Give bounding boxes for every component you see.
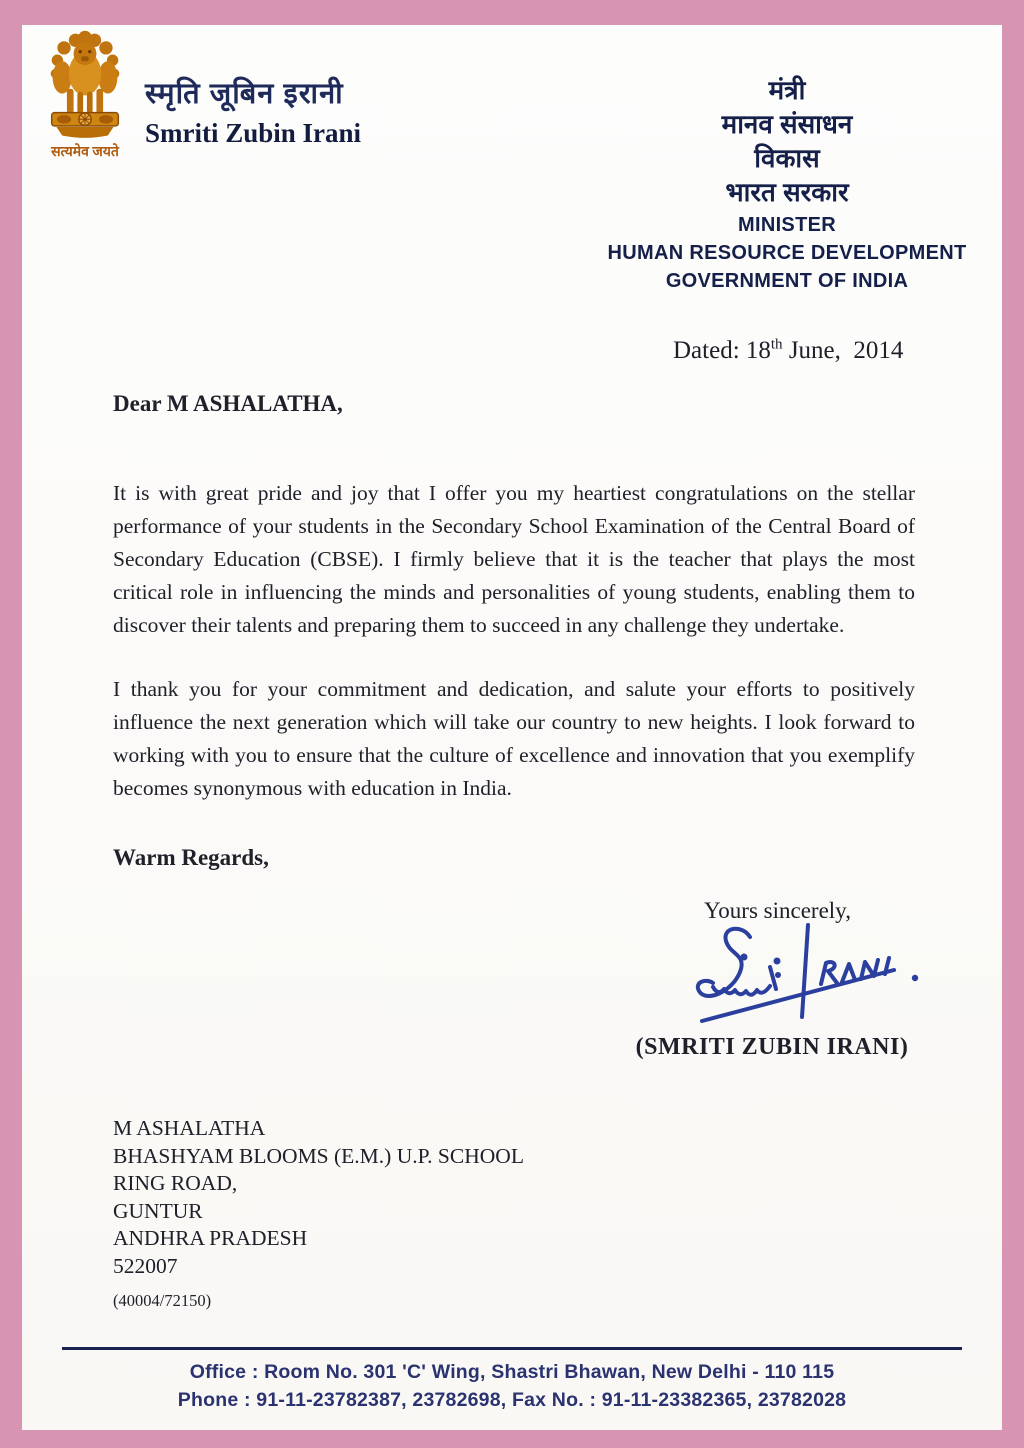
footer-divider-rule [62, 1347, 962, 1350]
office-title-hindi: मंत्री [768, 75, 806, 105]
letter-page [22, 25, 1002, 1430]
closing-line: Warm Regards, [113, 845, 269, 870]
date-ordinal: th [770, 336, 783, 353]
footer-contact-block [22, 1358, 1002, 1414]
footer-phone-fax: Phone : 91-11-23782387, 23782698, Fax No. : 91-11-23382365, 23782028 [177, 1389, 847, 1411]
recipient-state: ANDHRA PRADESH [113, 1226, 308, 1250]
emblem-motto: सत्यमेव जयते [51, 145, 119, 160]
recipient-street: RING ROAD, [113, 1171, 238, 1195]
ashoka-emblem-icon [45, 30, 125, 140]
recipient-city: GUNTUR [113, 1198, 203, 1223]
reference-number: (40004/72150) [113, 1291, 212, 1310]
date-line [673, 337, 903, 365]
body-paragraph-2: I thank you for your commitment and dedication, and salute your efforts to positively influence the next generation which will take our country to new heights. I look forward to working with you to ensure that the culture of excellence and innovation that you exemplify becomes synonymous with education in India. [113, 677, 915, 800]
signoff-line: Yours sincerely, [704, 898, 851, 923]
minister-title: MINISTER [738, 214, 836, 236]
office-title-hindi: भारत सरकार [725, 177, 849, 207]
emblem-block [42, 30, 128, 161]
office-title-english [572, 211, 1002, 295]
date-prefix: Dated: 18 [673, 337, 771, 364]
ministry-title: HUMAN RESOURCE DEVELOPMENT [607, 242, 967, 264]
recipient-school: BHASHYAM BLOOMS (E.M.) U.P. SCHOOL [113, 1143, 524, 1168]
recipient-name: M ASHALATHA [113, 1116, 266, 1140]
printed-signatory-name: (SMRITI ZUBIN IRANI) [635, 1034, 909, 1060]
body-paragraph-1: It is with great pride and joy that I offer you my heartiest congratulations on the stellar performance of your students in the Secondary School Examination of the Central Board of Secondary Education (CBSE). I firmly believe that it is the teacher that plays the most critical role in influencing the minds and personalities of young students, enabling them to discover their talents and preparing them to succeed in any challenge they undertake. [113, 481, 915, 637]
government-title: GOVERNMENT OF INDIA [665, 270, 909, 292]
office-title-hindi: विकास [754, 143, 820, 173]
recipient-address-block [113, 1115, 524, 1280]
sender-block [145, 73, 361, 149]
office-block [572, 73, 1002, 295]
recipient-pincode: 522007 [113, 1253, 178, 1278]
office-title-hindi: मानव संसाधन [721, 109, 853, 139]
salutation: Dear M ASHALATHA, [113, 391, 343, 416]
sender-name-english: Smriti Zubin Irani [145, 118, 362, 148]
handwritten-signature [684, 921, 932, 1033]
date-rest: June, 2014 [782, 337, 904, 364]
sender-name-hindi: स्मृति जूबिन इरानी [145, 78, 344, 110]
footer-office-address: Office : Room No. 301 'C' Wing, Shastri Bhawan, New Delhi - 110 115 [189, 1361, 835, 1383]
